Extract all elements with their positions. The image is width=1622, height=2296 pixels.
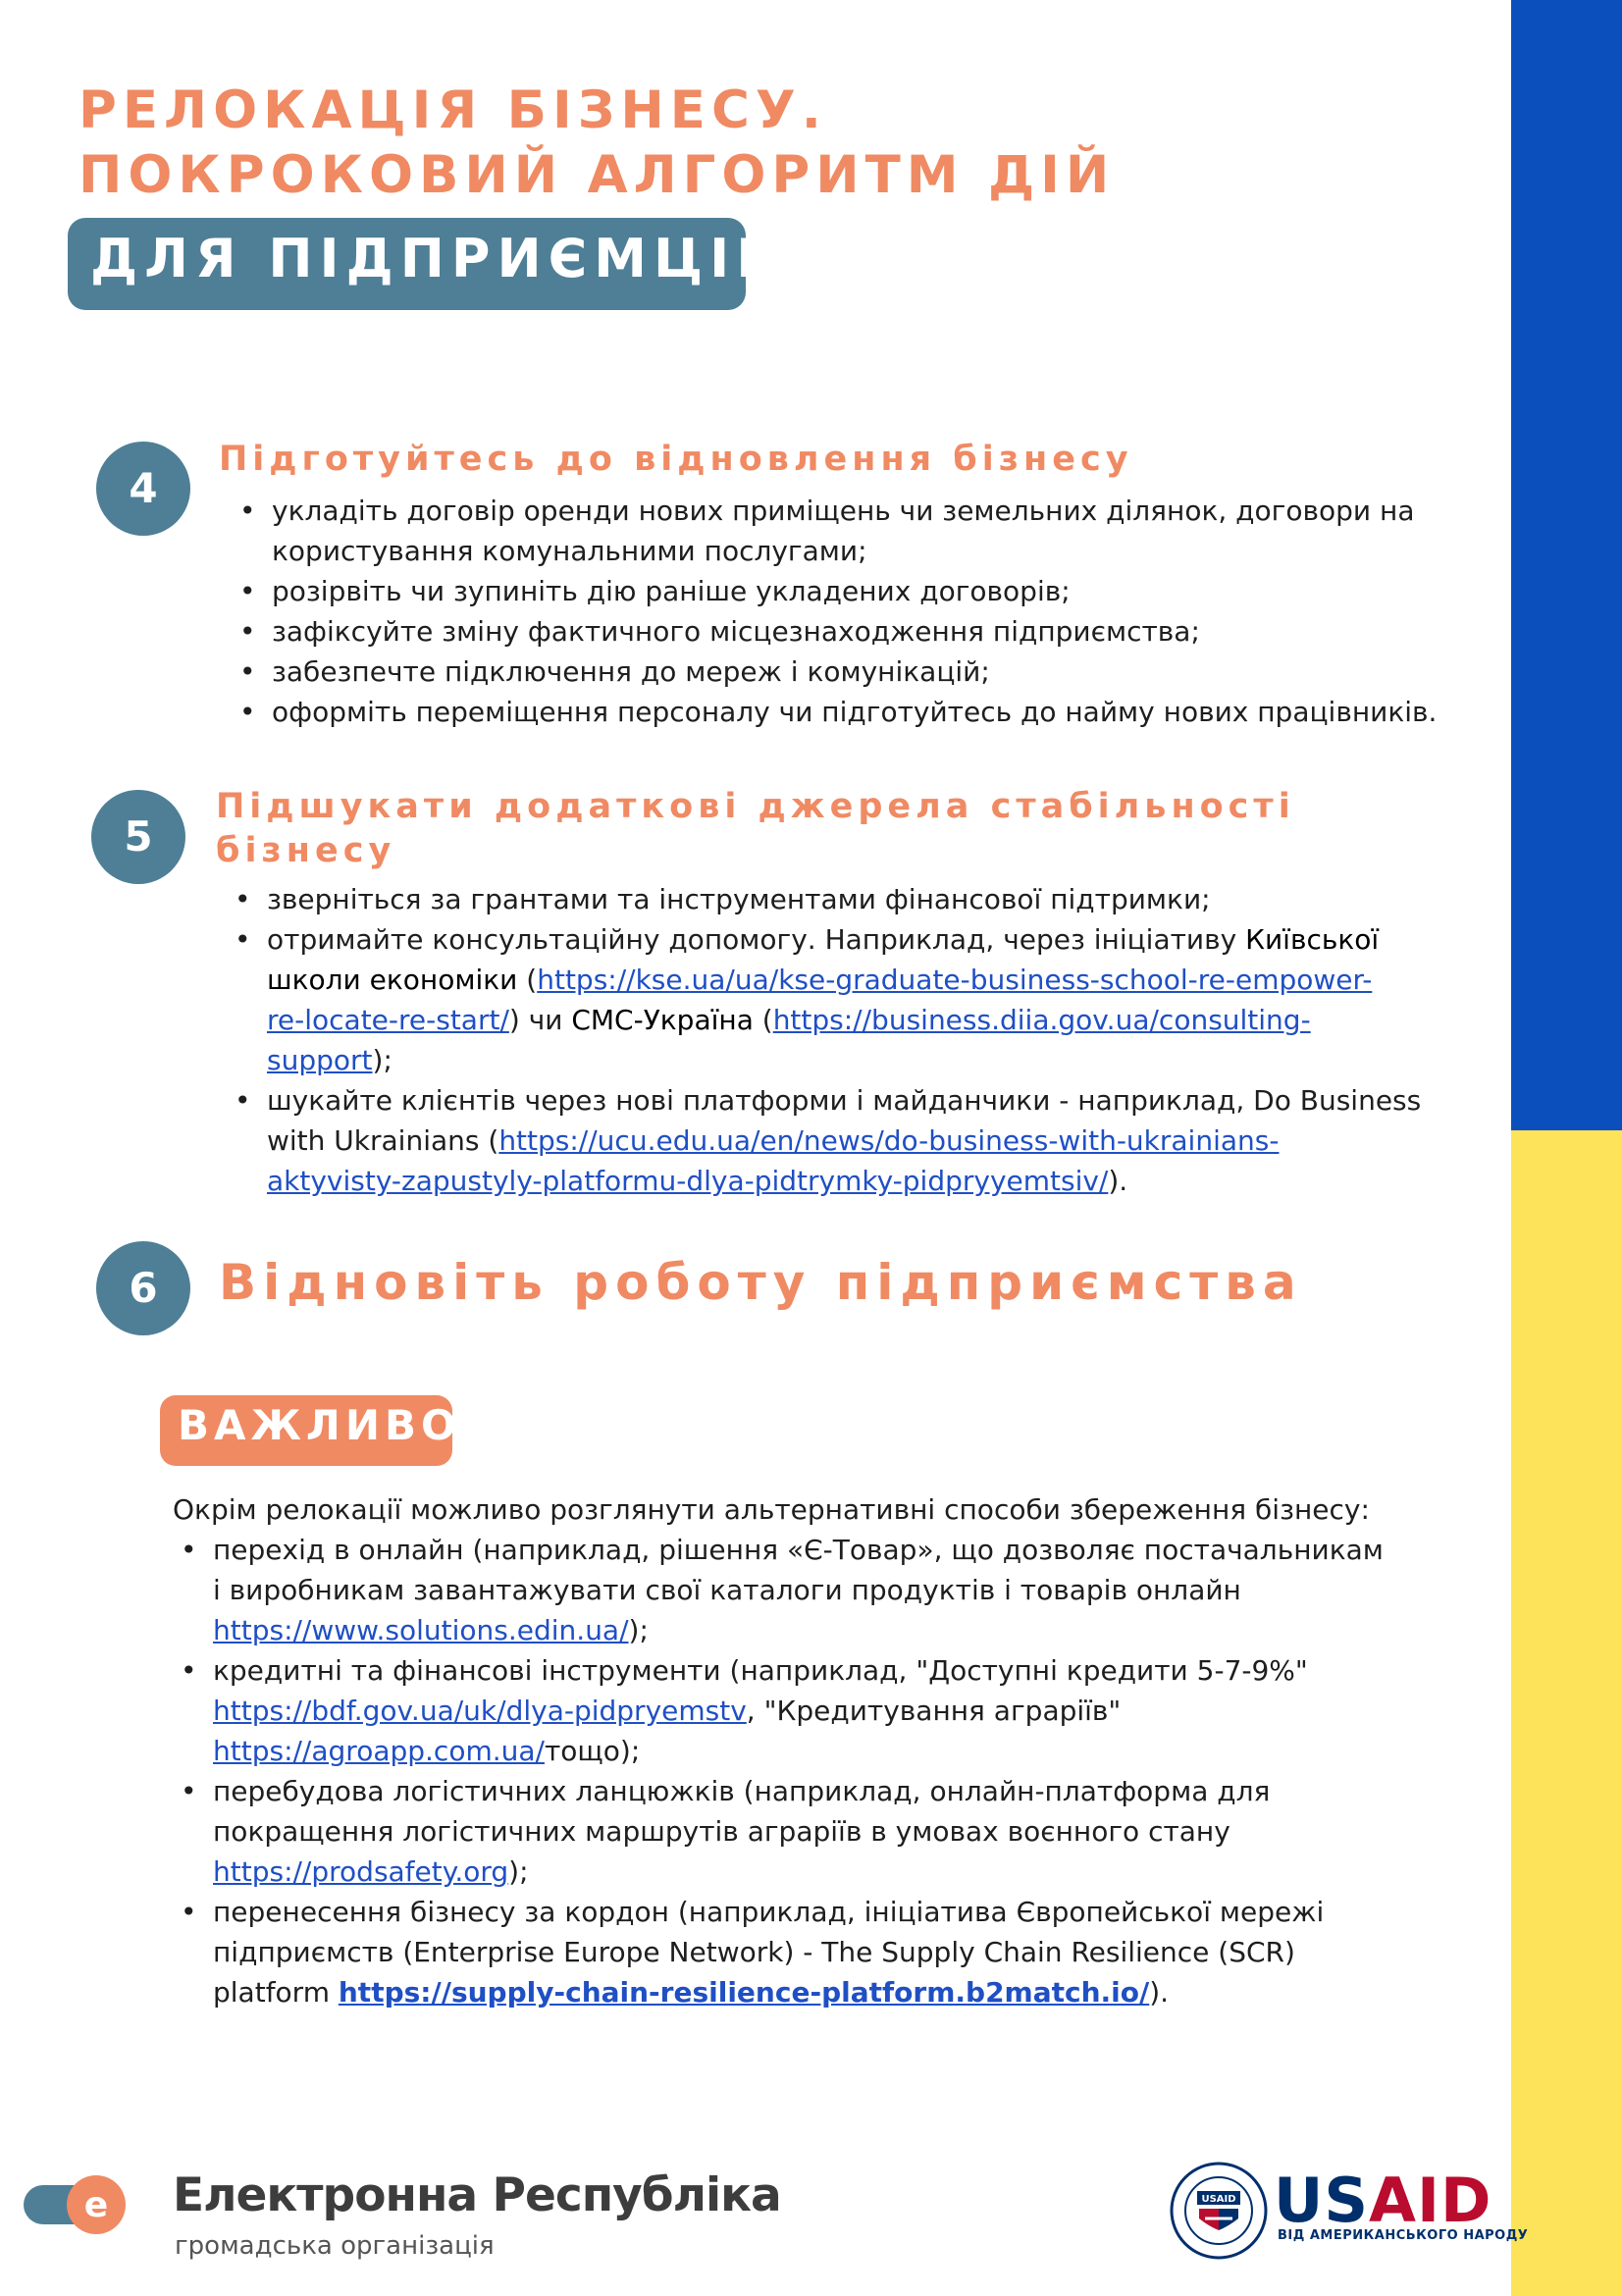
kse-link-cont[interactable]: re-locate-re-start/ [267,1004,509,1036]
usaid-tagline: ВІД АМЕРИКАНСЬКОГО НАРОДУ [1278,2228,1529,2243]
list-item: • перехід в онлайн (наприклад, рішення «Є-Товар», що дозволяє постачальникам і виробникам завантажувати свої каталоги продуктів і товарів онлайн https://www.solutions.edin.ua/); [181,1534,1384,1646]
flag-yellow-stripe [1511,1130,1622,2296]
diia-link-cont[interactable]: support [267,1044,373,1076]
e-republic-logo-icon [24,2173,128,2236]
org-subtitle: громадська організація [175,2231,495,2261]
agroapp-link[interactable]: https://agroapp.com.ua/ [213,1735,545,1767]
list-item: • кредитні та фінансові інструменти (наприклад, "Доступні кредити 5-7-9%" https://bdf.gov.ua/uk/dlya-pidpryemstv, "Кредитування аграріїв" https://agroapp.com.ua/тощо); [181,1654,1308,1767]
list-item: • перенесення бізнесу за кордон (наприклад, ініціатива Європейської мережі підприємств (Enterprise Europe Network) - The Supply Chain Resilience (SCR) platform https://supply-chain-resilience-platform.b2match.io/). [181,1896,1325,2009]
step-5-heading: Підшукати додаткові джерела стабільності бізнесу [216,787,1295,870]
list-item: • шукайте клієнтів через нові платформи і майданчики - наприклад, Do Business with Ukrainians (https://ucu.edu.ua/en/news/do-business-with-ukrainians- aktyvisty-zapustyly-platformu-dlya-pidtrymky-pidpryyemtsiv/). [235,1084,1422,1197]
org-title: Електронна Республіка [173,2168,781,2222]
b2match-link[interactable]: https://supply-chain-resilience-platform.b2match.io/ [338,1976,1150,2009]
important-list [177,1530,1452,2012]
ucu-link[interactable]: https://ucu.edu.ua/en/news/do-business-with-ukrainians- [498,1124,1280,1157]
usaid-logo-text: USAID [1274,2165,1492,2236]
list-item: • розірвіть чи зупиніть дію раніше укладених договорів; [239,575,1071,607]
step-4-list [235,491,1472,732]
step-6-badge: 6 [96,1241,190,1335]
bdf-link[interactable]: https://bdf.gov.ua/uk/dlya-pidpryemstv [213,1695,747,1727]
list-item: • отримайте консультаційну допомогу. Наприклад, через ініціативу Київської школи економіки (https://kse.ua/ua/kse-graduate-business-school-re-empower- re-locate-re-start/) чи СМС-Україна (https://business.diia.gov.ua/consulting- support); [235,923,1380,1076]
list-item: • укладіть договір оренди нових приміщень чи земельних ділянок, договори на користування комунальними послугами; [239,495,1415,567]
step-5-list [231,879,1477,1201]
step-4-heading: Підготуйтесь до відновлення бізнесу [219,440,1133,479]
list-item: • зафіксуйте зміну фактичного місцезнаходження підприємства; [239,615,1200,648]
diia-link[interactable]: https://business.diia.gov.ua/consulting- [772,1004,1311,1036]
usaid-seal-icon [1170,2162,1268,2260]
list-item: • зверніться за грантами та інструментами фінансової підтримки; [235,883,1211,915]
important-label: ВАЖЛИВО [178,1401,461,1449]
title-line-2: ПОКРОКОВИЙ АЛГОРИТМ ДІЙ [78,145,1116,205]
important-intro: Окрім релокації можливо розглянути альтернативні способи збереження бізнесу: [173,1493,1370,1526]
step-6-heading: Відновіть роботу підприємства [219,1254,1303,1311]
edin-link[interactable]: https://www.solutions.edin.ua/ [213,1614,629,1646]
title-line-1: РЕЛОКАЦІЯ БІЗНЕСУ. [78,80,827,140]
list-item: • перебудова логістичних ланцюжків (наприклад, онлайн-платформа для покращення логістичних маршрутів аграріїв в умовах воєнного стану https://prodsafety.org); [181,1775,1271,1888]
step-5-badge: 5 [91,790,185,884]
svg-text:USAID: USAID [1201,2194,1236,2205]
step-4-badge: 4 [96,442,190,536]
ucu-link-cont[interactable]: aktyvisty-zapustyly-platformu-dlya-pidtrymky-pidpryyemtsiv/ [267,1165,1109,1197]
list-item: • оформіть переміщення персоналу чи підготуйтесь до найму нових працівників. [239,696,1438,728]
svg-text:e: e [83,2185,109,2225]
flag-blue-stripe [1511,0,1622,1130]
prodsafety-link[interactable]: https://prodsafety.org [213,1855,509,1888]
list-item: • забезпечте підключення до мереж і комунікацій; [239,655,990,688]
subtitle-text: ДЛЯ ПІДПРИЄМЦІВ [90,228,784,289]
kse-link[interactable]: https://kse.ua/ua/kse-graduate-business-school-re-empower- [537,964,1373,996]
